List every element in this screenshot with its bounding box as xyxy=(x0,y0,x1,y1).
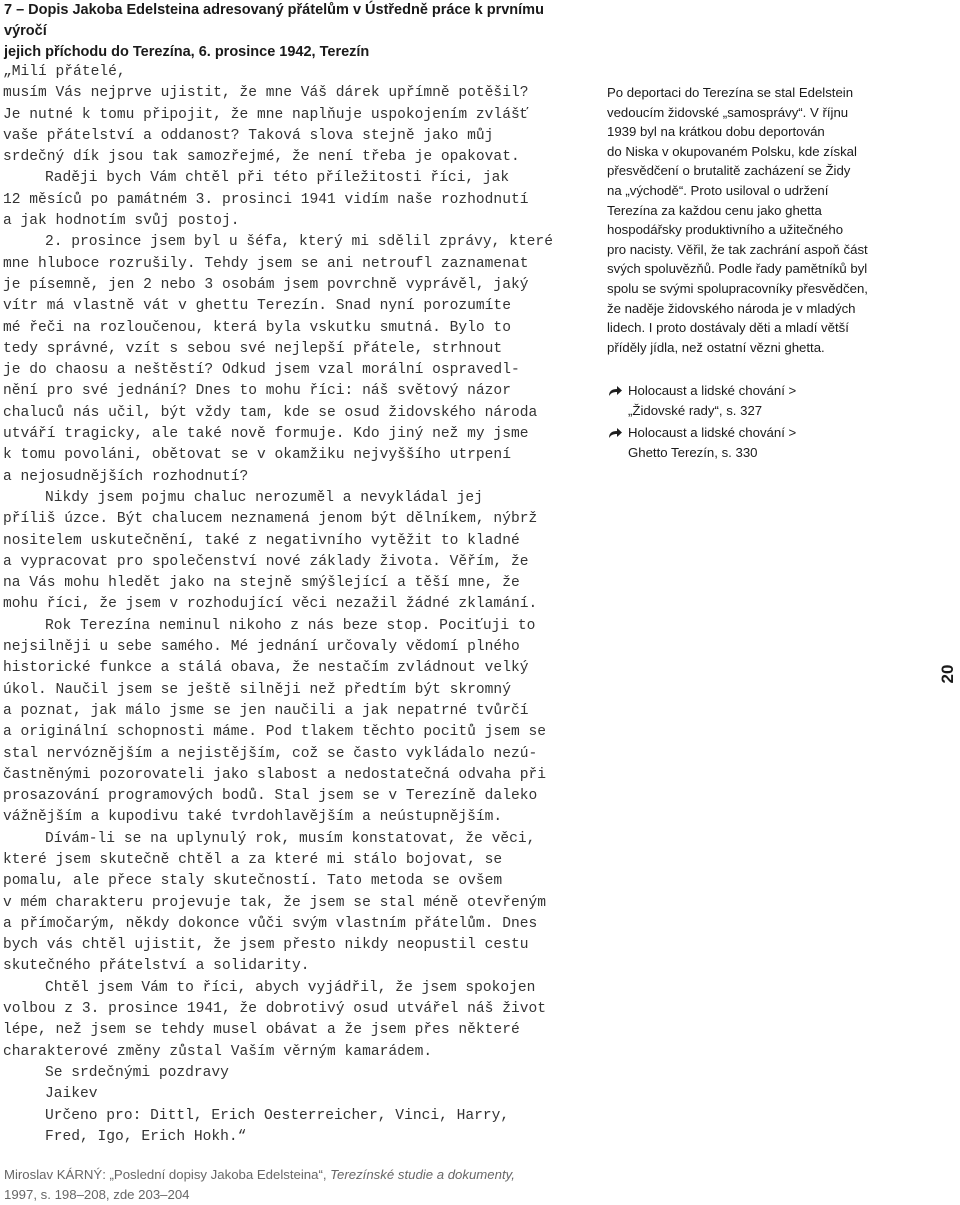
sidebar-line: že naděje židovského národa je v mladých xyxy=(607,300,856,316)
heading-line-1: 7 – Dopis Jakoba Edelsteina adresovaný přátelům v Ústředně práce k prvnímu výročí xyxy=(4,2,544,39)
letter-line: nositelem uskutečnění, také z negativního vytěžit to kladné xyxy=(3,532,520,549)
letter-line: častněnými pozorovateli jako slabost a nedostatečná odvaha při xyxy=(3,766,546,783)
letter-line: „Milí přátelé, xyxy=(3,64,126,80)
letter-line: mne hluboce rozrušily. Tehdy jsem se ani netroufl zaznamenat xyxy=(3,255,529,272)
page-number xyxy=(938,664,958,688)
source-title: Terezínské studie a dokumenty, xyxy=(330,1167,515,1182)
letter-line: Je nutné k tomu připojit, že mne naplňuje uspokojením zvlášť xyxy=(3,106,529,123)
related-link-line-2: Ghetto Terezín, s. 330 xyxy=(628,444,758,460)
letter-line: a poznat, jak málo jsme se jen naučili a jak nepatrné tvůrčí xyxy=(3,702,529,719)
letter-line: utváří tragicky, ale také nově formuje. Kdo jiný než my jsme xyxy=(3,426,529,443)
document-heading xyxy=(4,0,564,63)
letter-line: úkol. Naučil jsem se ještě silněji než předtím být skromný xyxy=(3,681,511,698)
letter-line: Rok Terezína neminul nikoho z nás beze stop. Pociťuji to xyxy=(45,617,536,634)
letter-line: příliš úzce. Být chalucem neznamená jenom být dělníkem, nýbrž xyxy=(3,511,538,528)
sidebar-line: pro nacisty. Věřil, že tak zachrání aspoň část xyxy=(607,241,868,257)
sidebar-line: Terezína za každou cenu jako ghetta xyxy=(607,202,822,218)
sidebar-line: lidech. I proto dostávaly děti a mladí větší xyxy=(607,320,849,336)
letter-line: na Vás mohu hledět jako na stejně smýšlející a těší mne, že xyxy=(3,575,520,592)
heading-line-2: jejich příchodu do Terezína, 6. prosince 1942, Terezín xyxy=(4,44,370,60)
letter-line: historické funkce a stálá obava, že nestačím zvládnout velký xyxy=(3,660,529,677)
sidebar-line: do Niska v okupovaném Polsku, kde získal xyxy=(607,143,857,159)
sidebar-line: příděly jídla, než ostatní vězni ghetta. xyxy=(607,339,825,355)
letter-paragraph xyxy=(3,232,593,488)
letter-line: Se srdečnými pozdravy xyxy=(45,1064,229,1081)
letter-line: nejsilněji u sebe samého. Mé jednání určovaly vědomí plného xyxy=(3,639,520,656)
sidebar-line: vedoucím židovské „samosprávy“. V říjnu xyxy=(607,104,849,120)
letter-paragraph xyxy=(3,616,593,829)
letter-line: skutečného přátelství a solidarity. xyxy=(3,958,310,975)
letter-line: k tomu povoláni, obětovat se v okamžiku nejvyššího utrpení xyxy=(3,447,511,464)
letter-line: Určeno pro: Dittl, Erich Oesterreicher, Vinci, Harry, xyxy=(45,1107,510,1124)
letter-paragraph xyxy=(3,1063,593,1148)
letter-line: charakterové změny zůstal Vaším věrným kamarádem. xyxy=(3,1043,433,1060)
letter-line: a přímočarým, někdy dokonce vůči svým vlastním přátelům. Dnes xyxy=(3,915,538,932)
related-link-line-1: Holocaust a lidské chování > xyxy=(628,425,797,441)
letter-line: a vypracovat pro společenství nové základy života. Věřím, že xyxy=(3,553,529,570)
letter-line: lépe, než jsem se tehdy musel obávat a že jsem přes některé xyxy=(3,1022,520,1039)
letter-line: mohu říci, že jsem v rozhodující věci nezažil žádné zklamání. xyxy=(3,596,538,613)
letter-paragraph xyxy=(3,829,593,978)
letter-line: vážnějším a kupodivu také tvrdohlavějším a neústupnějším. xyxy=(3,809,503,826)
letter-line: 2. prosince jsem byl u šéfa, který mi sdělil zprávy, které xyxy=(45,234,553,251)
letter-line: chaluců nás učil, být vždy tam, kde se osud židovského národa xyxy=(3,404,538,421)
letter-line: v mém charakteru projevuje tak, že jsem se stal méně otevřeným xyxy=(3,894,546,911)
sidebar-line: spolu se svými spolupracovníky přesvědčen, xyxy=(607,280,868,296)
letter-paragraph xyxy=(3,488,593,616)
redirect-arrow-icon xyxy=(607,425,623,441)
letter-line: bych vás chtěl ujistit, že jsem přesto nikdy neopustil cestu xyxy=(3,937,529,954)
letter-line: které jsem skutečně chtěl a za které mi stálo bojovat, se xyxy=(3,851,503,868)
letter-paragraph xyxy=(3,168,593,232)
letter-line: a jak hodnotím svůj postoj. xyxy=(3,213,240,230)
sidebar-line: Po deportaci do Terezína se stal Edelstein xyxy=(607,85,854,100)
sidebar-line: svých spoluvězňů. Podle řady pamětníků byl xyxy=(607,261,868,277)
related-link-jewish-councils[interactable] xyxy=(607,381,867,420)
source-author: Miroslav KÁRNÝ: „Poslední dopisy Jakoba Edelsteina“, xyxy=(4,1167,331,1182)
related-link-ghetto-terezin[interactable] xyxy=(607,423,867,462)
letter-line: Raději bych Vám chtěl při této příležitosti říci, jak xyxy=(45,170,510,187)
letter-line: Fred, Igo, Erich Hokh.“ xyxy=(45,1128,247,1145)
letter-paragraph xyxy=(3,978,593,1063)
letter-line: mé řeči na rozloučenou, která byla vskutku smutná. Bylo to xyxy=(3,319,511,336)
letter-line: vaše přátelství a oddanost? Taková slova stejně jako můj xyxy=(3,127,494,144)
letter-line: je písemně, jen 2 nebo 3 osobám jsem povrchně vyprávěl, jaký xyxy=(3,276,529,293)
letter-line: tedy správné, vzít s sebou své nejlepší přátele, strhnout xyxy=(3,340,503,357)
source-line-2: 1997, s. 198–208, zde 203–204 xyxy=(4,1187,190,1202)
redirect-arrow-icon xyxy=(607,383,623,399)
related-link-line-1: Holocaust a lidské chování > xyxy=(628,383,797,398)
letter-line: prosazování programových bodů. Stal jsem se v Terezíně daleko xyxy=(3,788,538,805)
letter-line: 12 měsíců po památném 3. prosinci 1941 vidím naše rozhodnutí xyxy=(3,191,529,208)
source-citation xyxy=(4,1165,564,1205)
sidebar-line: hospodářsky produktivního a užitečného xyxy=(607,222,844,238)
related-link-line-2: „Židovské rady“, s. 327 xyxy=(628,402,763,418)
sidebar-line: 1939 byl na krátkou dobu deportován xyxy=(607,124,825,140)
letter-line: je do chaosu a neštěstí? Odkud jsem vzal morální ospravedl- xyxy=(3,362,520,379)
sidebar-note xyxy=(607,83,882,357)
letter-line: Jaikev xyxy=(45,1086,98,1103)
letter-line: stal nervóznějším a nejistějším, což se často vykládalo nezú- xyxy=(3,745,538,762)
letter-line: nění pro své jednání? Dnes to mohu říci: náš světový názor xyxy=(3,383,511,400)
letter-line: pomalu, ale přece staly skutečností. Tato metoda se ovšem xyxy=(3,873,503,890)
letter-line: volbou z 3. prosince 1941, že dobrotivý osud utvářel náš život xyxy=(3,1001,546,1018)
letter-line: Dívám-li se na uplynulý rok, musím konstatovat, že věci, xyxy=(45,830,536,847)
source-line-1 xyxy=(4,1165,564,1185)
letter-line: Nikdy jsem pojmu chaluc nerozuměl a nevykládal jej xyxy=(45,489,483,506)
letter-line: Chtěl jsem Vám to říci, abych vyjádřil, že jsem spokojen xyxy=(45,979,536,996)
letter-line: musím Vás nejprve ujistit, že mne Váš dárek upřímně potěšil? xyxy=(3,85,529,102)
letter-line: a nejosudnějších rozhodnutí? xyxy=(3,468,249,485)
letter-line: srdečný dík jsou tak samozřejmé, že není třeba je opakovat. xyxy=(3,149,520,166)
page-number-text: 20 xyxy=(938,664,957,684)
sidebar-line: na „východě“. Proto usiloval o udržení xyxy=(607,182,829,198)
sidebar-line: přesvědčení o brutalitě zacházení se Židy xyxy=(607,163,851,179)
letter-line: a originální schopnosti máme. Pod tlakem těchto pocitů jsem se xyxy=(3,724,546,741)
related-links xyxy=(607,381,867,465)
letter-body xyxy=(3,62,593,1148)
letter-paragraph xyxy=(3,62,593,168)
letter-line: vítr má vlastně vát v ghettu Terezín. Snad nyní porozumíte xyxy=(3,298,511,315)
